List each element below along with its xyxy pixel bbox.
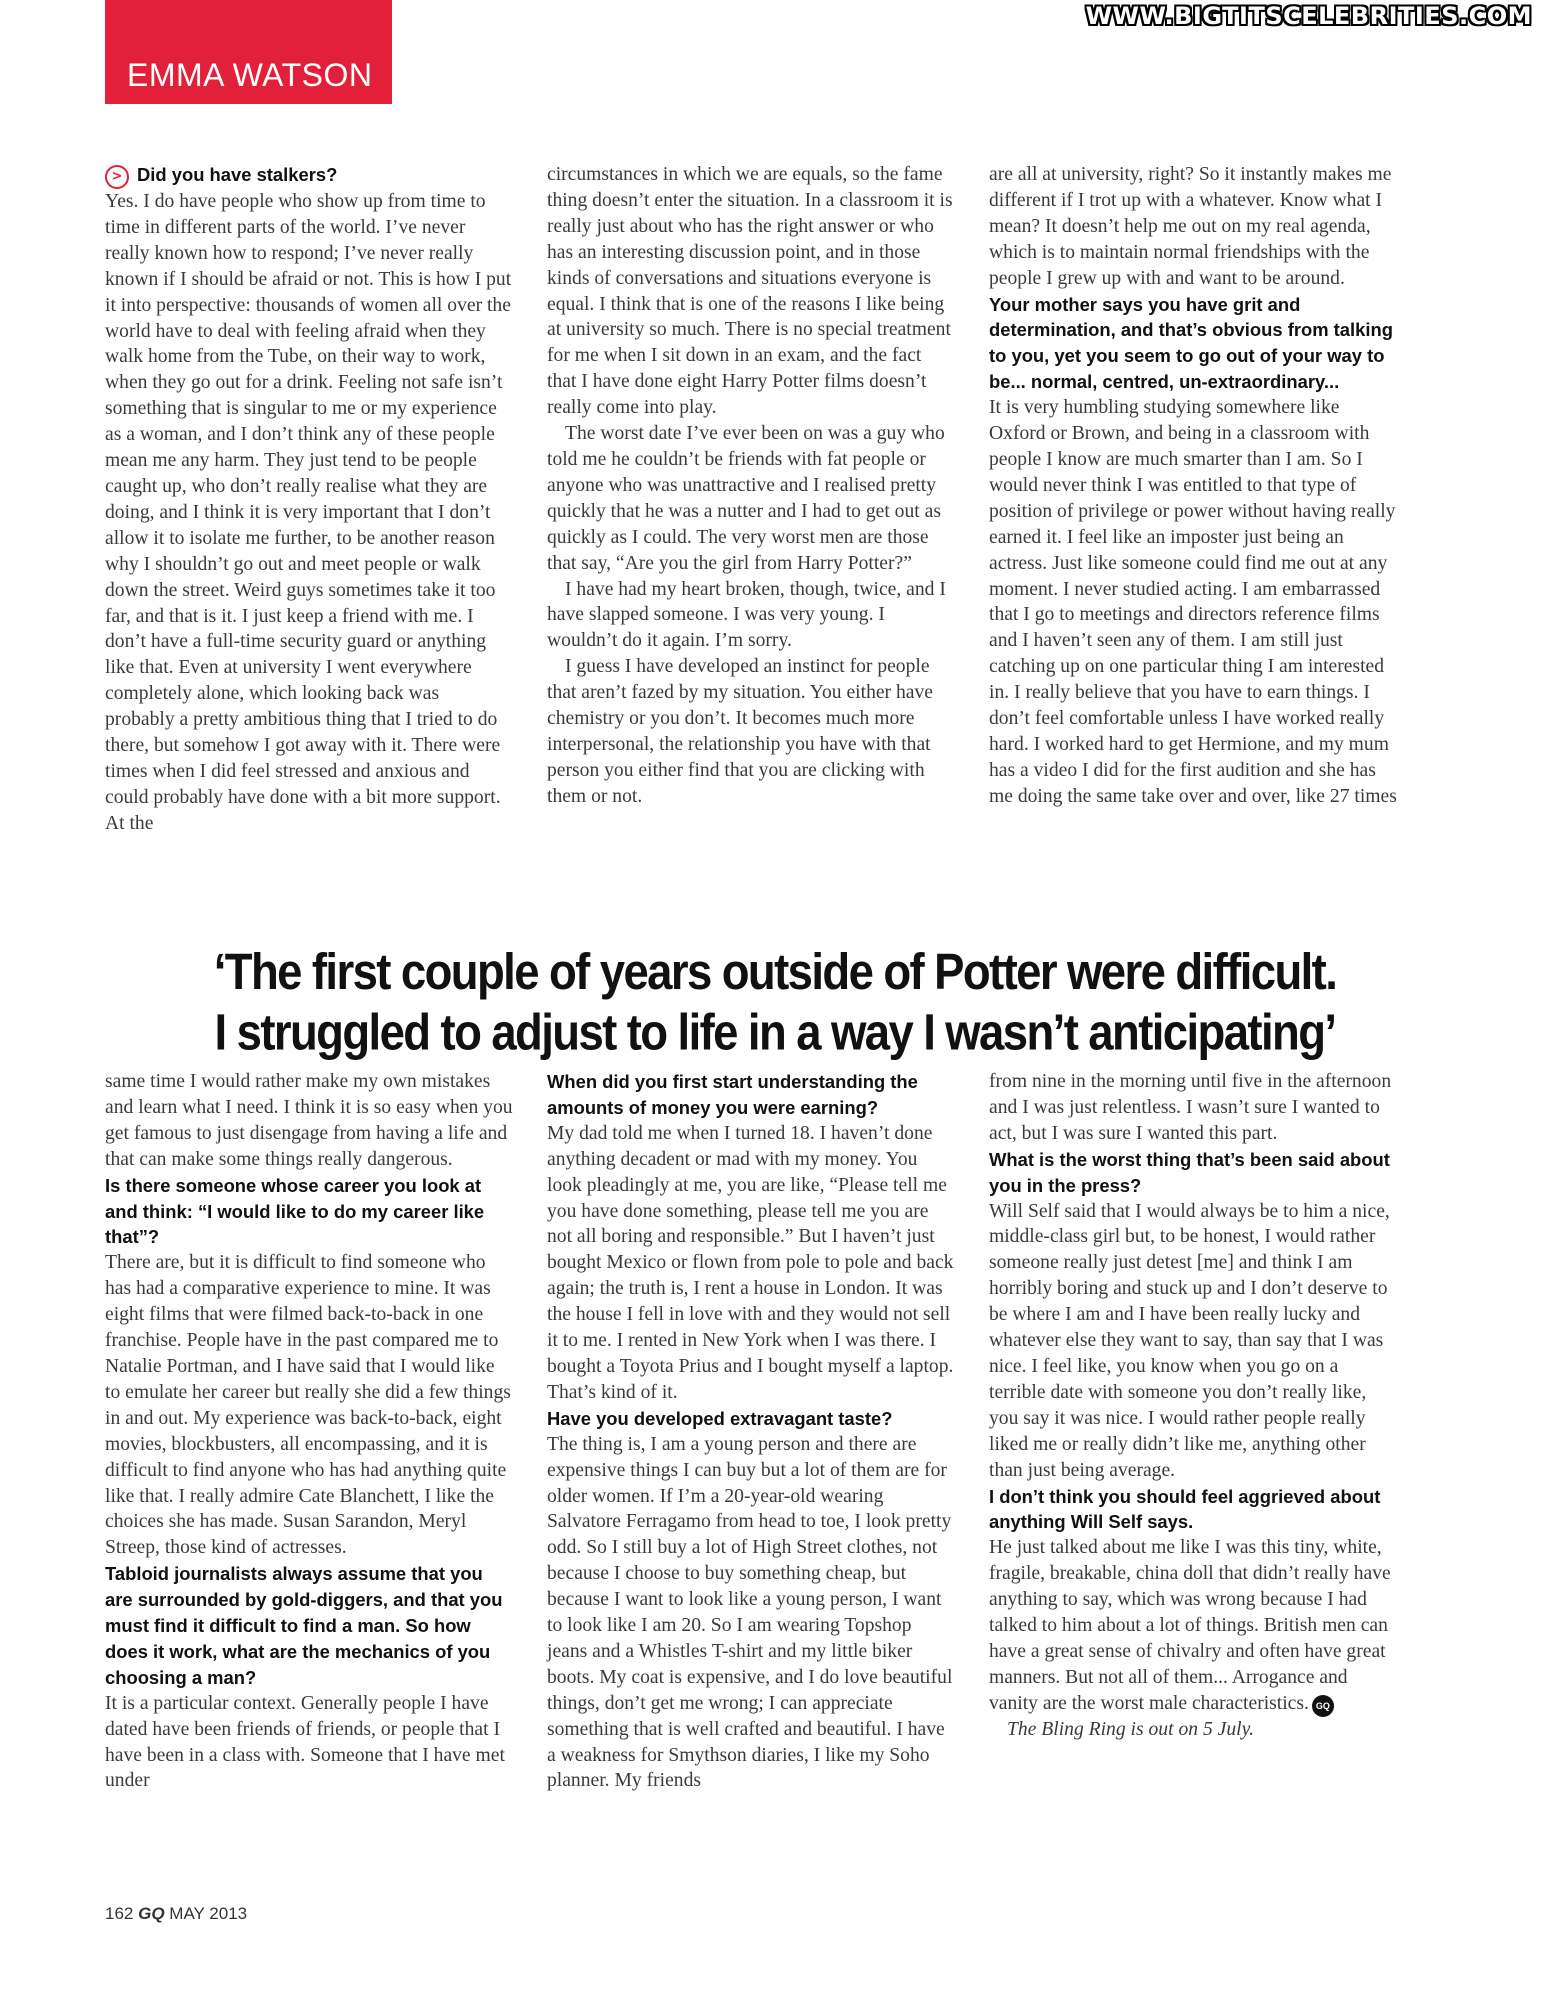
answer-paragraph	[989, 395, 1397, 810]
interview-question	[989, 1484, 1397, 1536]
paragraph-text: same time I would rather make my own mistakes and learn what I need. I think it is so easy when you get famous to just disengage from having a life and that can make some things really dangerous.	[105, 1071, 513, 1170]
paragraph-text: Your mother says you have grit and determination, and that’s obvious from talking to you, yet you seem to go out of your way to be... normal, centred, un-extraordinary...	[989, 293, 1393, 393]
pull-quote	[80, 942, 1470, 1063]
answer-paragraph	[547, 577, 955, 655]
paragraph-text: I don’t think you should feel aggrieved about anything Will Self says.	[989, 1485, 1381, 1533]
release-note	[989, 1717, 1397, 1743]
paragraph-text: There are, but it is difficult to find someone who has had a comparative experience to mine. It was eight films that were filmed back-to-back in one franchise. People have in the past compared me to Natalie Portman, and I have said that I would like to emulate her career but really she did a few things in and out. My experience was back-to-back, eight movies, blockbusters, all encompassing, and it is difficult to find anyone who has had anything quite like that. I really admire Cate Blanchett, I like the choices she has made. Susan Sarandon, Meryl Streep, those kind of actresses.	[105, 1252, 511, 1559]
pull-quote-line-2: I struggled to adjust to life in a way I wasn’t anticipating’	[214, 1003, 1336, 1061]
interview-question	[989, 292, 1397, 396]
page-footer	[105, 1904, 247, 1924]
column-bottom-2	[547, 1069, 955, 1794]
paragraph-text: When did you first start understanding the amounts of money you were earning?	[547, 1071, 918, 1118]
answer-paragraph	[105, 1069, 513, 1173]
chevron-right-icon: >	[105, 165, 129, 189]
paragraph-text: are all at university, right? So it instantly makes me different if I trot up with a whatever. Know what I mean? It doesn’t help me out on my real agenda, which is to maintain normal friendships with the people I grew up with and want to be around.	[989, 164, 1392, 289]
answer-paragraph	[547, 162, 955, 421]
interview-question	[547, 1406, 955, 1432]
paragraph-text: It is a particular context. Generally people I have dated have been friends of friends, or people that I have been in a class with. Someone that I have met under	[105, 1692, 505, 1792]
paragraph-text: circumstances in which we are equals, so the fame thing doesn’t enter the situation. In a classroom it is really just about who has the right answer or who has an interesting discussion point, and in those kinds of conversations and situations everyone is equal. I think that is one of the reasons I like being at university so much. There is no special treatment for me when I sit down in an exam, and the fact that I have done eight Harry Potter films doesn’t really come into play.	[547, 164, 953, 419]
interview-question	[989, 1147, 1397, 1199]
answer-paragraph	[105, 189, 513, 837]
answer-paragraph	[105, 1691, 513, 1795]
answer-paragraph	[989, 1069, 1397, 1147]
pull-quote-line-1: ‘The first couple of years outside of Potter were difficult.	[213, 943, 1337, 1001]
answer-paragraph	[105, 1250, 513, 1561]
paragraph-text: What is the worst thing that’s been said about you in the press?	[989, 1148, 1390, 1196]
paragraph-text: Tabloid journalists always assume that you are surrounded by gold-diggers, and that you must find it difficult to find a man. So how does it work, what are the mechanics of you choosing a man?	[105, 1563, 503, 1688]
paragraph-text: The Bling Ring is out on 5 July.	[1007, 1718, 1255, 1740]
answer-paragraph	[547, 1121, 955, 1406]
issue-date: MAY 2013	[169, 1904, 248, 1923]
answer-paragraph	[989, 162, 1397, 292]
paragraph-text: My dad told me when I turned 18. I haven’t done anything decadent or mad with my money. You look pleadingly at me, you are like, “Please tell me you have done something, please tell me you are not all boring and responsible.” But I haven’t just bought Mexico or flown from pole to pole and back again; the truth is, I rent a house in London. It was the house I fell in love with and they would not sell it to me. I rented in New York when I was there. I bought a Toyota Prius and I bought myself a laptop. That’s kind of it.	[547, 1122, 954, 1403]
paragraph-text: I have had my heart broken, though, twice, and I have slapped someone. I was very young. I wouldn’t do it again. I’m sorry.	[547, 578, 946, 652]
answer-paragraph	[547, 1432, 955, 1795]
section-tag	[105, 0, 392, 104]
paragraph-text: Is there someone whose career you look at and think: “I would like to do my career like that”?	[105, 1174, 485, 1248]
magazine-brand: GQ	[138, 1904, 165, 1923]
column-top-1	[105, 162, 513, 837]
section-tag-label: EMMA WATSON	[127, 57, 373, 93]
paragraph-text: Yes. I do have people who show up from time to time in different parts of the world. I’ve never really known how to respond; I’ve never really known if I should be afraid or not. This is how I put it into perspective: thousands of women all over the world have to deal with feeling afraid when they walk home from the Tube, on their way to work, when they go out for a drink. Feeling not safe isn’t something that is singular to me or my experience as a woman, and I don’t think any of these people mean me any harm. They just tend to be people caught up, who don’t really realise what they are doing, and I think it is very important that I don’t allow it to isolate me further, to be another reason why I shouldn’t go out and meet people or walk down the street. Weird guys sometimes take it too far, and that is it. I just keep a friend with me. I don’t have a full-time security guard or anything like that. Even at university I went everywhere completely alone, which looking back was probably a pretty ambitious thing that I tried to do there, but somehow I got away with it. There were times when I did feel stressed and anxious and could probably have done with a bit more support. At the	[105, 191, 512, 834]
answer-paragraph	[547, 421, 955, 576]
watermark: WWW.BIGTITSCELEBRITIES.COM	[1085, 2, 1532, 30]
paragraph-text: It is very humbling studying somewhere like Oxford or Brown, and being in a classroom with people I know are much smarter than I am. So I would never think I was entitled to that type of position of privilege or power without having really earned it. I feel like an imposter just being an actress. Just like someone could find me out at any moment. I never studied acting. I am embarrassed that I go to meetings and directors reference films and I haven’t seen any of them. I am still just catching up on one particular thing I am interested in. I really believe that you have to earn things. I don’t feel comfortable unless I have worked really hard. I worked hard to get Hermione, and my mum has a video I did for the first audition and she has me doing the same take over and over, like 27 times	[989, 397, 1397, 807]
gq-logo-icon: GQ	[1312, 1695, 1334, 1717]
page-number: 162	[105, 1904, 134, 1923]
interview-question	[547, 1069, 955, 1121]
answer-paragraph	[547, 654, 955, 809]
paragraph-text: Will Self said that I would always be to him a nice, middle-class girl but, to be honest, I would rather someone really just detest [me] and think I am horribly boring and stuck up and I don’t deserve to be where I am and I have been really lucky and whatever else they want to say, than say that I was nice. I feel like, you know when you go on a terrible date with someone you don’t really like, you say it was nice. I would rather people really liked me or really didn’t like me, anything other than just being average.	[989, 1200, 1390, 1481]
paragraph-text: The thing is, I am a young person and there are expensive things I can buy but a lot of them are for older women. If I’m a 20-year-old wearing Salvatore Ferragamo from head to toe, I look pretty odd. So I still buy a lot of High Street clothes, not because I choose to buy something cheap, but because I want to look like a young person, I want to look like I am 20. So I am wearing Topshop jeans and a Whistles T-shirt and my little biker boots. My coat is expensive, and I do love beautiful things, don’t get me wrong; I can appreciate something that is well crafted and beautiful. I have a weakness for Smythson diaries, I like my Soho planner. My friends	[547, 1433, 953, 1792]
paragraph-text: He just talked about me like I was this tiny, white, fragile, breakable, china doll that didn’t really have anything to say, which was wrong because I had talked to him about a lot of things. British men can have a great sense of chivalry and often have great manners. But not all of them... Arrogance and vanity are the worst male characteristics.	[989, 1537, 1391, 1714]
interview-question	[105, 1561, 513, 1691]
paragraph-text: The worst date I’ve ever been on was a guy who told me he couldn’t be friends with fat people or anyone who was unattractive and I realised pretty quickly that he was a nutter and I had to get out as quickly as I could. The very worst men are those that say, “Are you the girl from Harry Potter?”	[547, 423, 945, 574]
paragraph-text: from nine in the morning until five in the afternoon and I was just relentless. I wasn’t sure I wanted to act, but I was sure I wanted this part.	[989, 1071, 1392, 1144]
column-top-3	[989, 162, 1397, 810]
column-bottom-3	[989, 1069, 1397, 1743]
paragraph-text: I guess I have developed an instinct for people that aren’t fazed by my situation. You either have chemistry or you don’t. It becomes much more interpersonal, the relationship you have with that person you either find that you are clicking with them or not.	[547, 656, 933, 807]
answer-paragraph	[989, 1199, 1397, 1484]
interview-question	[105, 162, 513, 189]
column-bottom-1	[105, 1069, 513, 1794]
column-top-2	[547, 162, 955, 810]
interview-question	[105, 1173, 513, 1251]
paragraph-text: Have you developed extravagant taste?	[547, 1407, 893, 1429]
answer-paragraph	[989, 1535, 1397, 1716]
paragraph-text: Did you have stalkers?	[137, 164, 338, 185]
